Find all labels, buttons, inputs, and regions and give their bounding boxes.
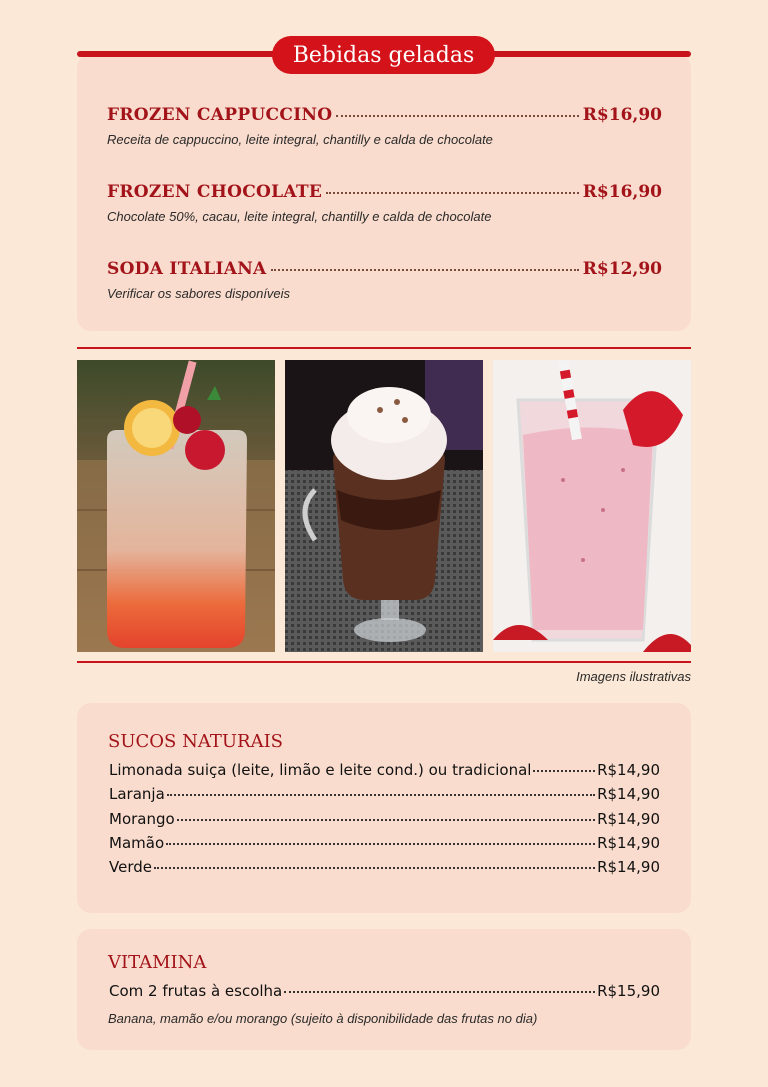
item-name: FROZEN CAPPUCCINO <box>107 105 333 125</box>
item-name: Com 2 frutas à escolha <box>109 982 283 1000</box>
menu-item <box>107 259 662 301</box>
image-caption: Imagens ilustrativas <box>576 669 691 684</box>
menu-item <box>107 182 662 224</box>
photo-rule-bottom <box>77 661 691 663</box>
dot-leader <box>177 819 595 821</box>
dot-leader <box>336 115 578 117</box>
dot-leader <box>533 770 595 772</box>
item-description: Verificar os sabores disponíveis <box>107 286 291 301</box>
item-description: Chocolate 50%, cacau, leite integral, chantilly e calda de chocolate <box>107 209 492 224</box>
sucos-list <box>109 761 660 882</box>
item-name: Verde <box>109 858 152 877</box>
list-item <box>109 810 660 834</box>
section-title-vitamina: VITAMINA <box>108 952 207 973</box>
soda-italiana-photo <box>77 360 275 652</box>
list-item <box>109 858 660 882</box>
list-item <box>109 761 660 785</box>
item-price: R$14,90 <box>597 761 660 779</box>
item-name: FROZEN CHOCOLATE <box>107 182 323 202</box>
vitamina-description: Banana, mamão e/ou morango (sujeito à disponibilidade das frutas no dia) <box>108 1011 538 1026</box>
dot-leader <box>271 269 579 271</box>
dot-leader <box>284 991 595 993</box>
item-name: Laranja <box>109 785 165 804</box>
item-name: Mamão <box>109 833 165 852</box>
item-price: R$15,90 <box>597 982 660 1000</box>
item-name: Limonada suiça (leite, limão e leite cond.) ou tradicional <box>109 761 532 779</box>
section-title-sucos: SUCOS NATURAIS <box>108 731 284 752</box>
strawberry-shake-photo <box>493 360 691 652</box>
item-price: R$16,90 <box>582 182 662 202</box>
item-description: Receita de cappuccino, leite integral, chantilly e calda de chocolate <box>107 132 493 147</box>
item-price: R$16,90 <box>582 105 662 125</box>
frozen-chocolate-photo <box>285 360 483 652</box>
item-price: R$14,90 <box>597 833 660 852</box>
item-price: R$14,90 <box>597 809 660 828</box>
menu-item <box>107 105 662 147</box>
photo-rule-top <box>77 347 691 349</box>
list-item <box>109 834 660 858</box>
list-item <box>109 785 660 809</box>
dot-leader <box>326 192 579 194</box>
list-item <box>109 982 660 1006</box>
item-name: Morango <box>109 809 175 828</box>
dot-leader <box>154 867 595 869</box>
vitamina-list <box>109 982 660 1006</box>
item-price: R$14,90 <box>597 858 660 877</box>
section-title-bebidas: Bebidas geladas <box>272 36 495 74</box>
item-price: R$14,90 <box>597 785 660 804</box>
item-price: R$12,90 <box>582 259 662 279</box>
dot-leader <box>166 843 595 845</box>
item-name: SODA ITALIANA <box>107 259 267 279</box>
dot-leader <box>167 794 595 796</box>
